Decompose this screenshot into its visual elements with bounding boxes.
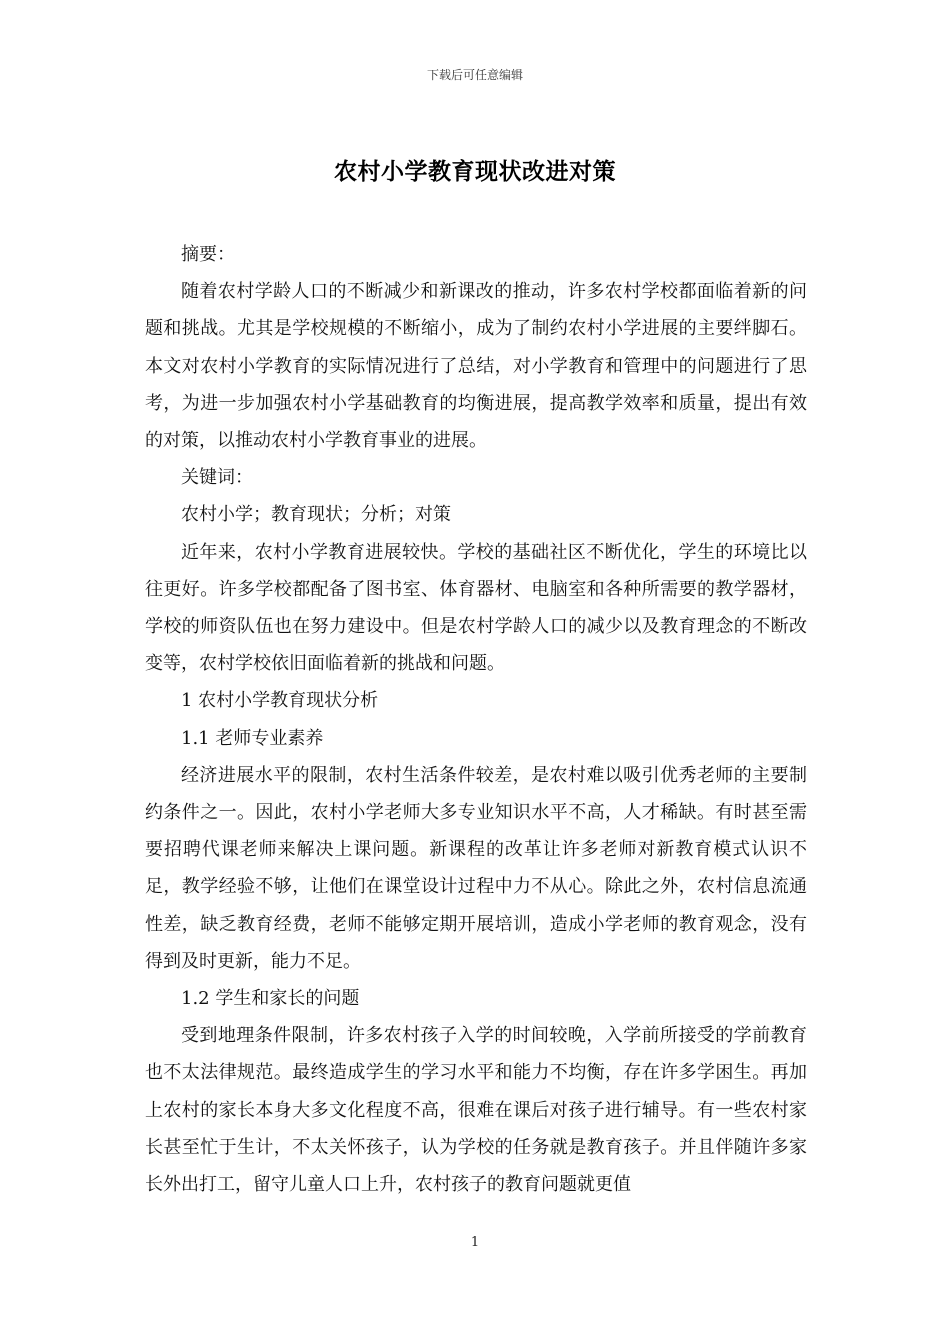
subsection-heading-1-2: 1.2 学生和家长的问题 bbox=[181, 988, 360, 1010]
abstract-label: 摘要： bbox=[181, 244, 235, 265]
subsection-heading-1-1: 1.1 老师专业素养 bbox=[181, 727, 324, 749]
teacher-paragraph: 经济进展水平的限制，农村生活条件较差，是农村难以吸引优秀老师的主要制约条件之一。因此，农村小学老师大多专业知识水平不高，人才稀缺。有时甚至需要招聘代课老师来解决上课问题。新课程的改革让许多老师对新教育模式认识不足，教学经验不够，让他们在课堂设计过程中力不从心。除此之外，农村信息流通性差，缺乏教育经费，老师不能够定期开展培训，造成小学老师的教育观念，没有得到及时更新，能力不足。 bbox=[145, 764, 807, 972]
student-parent-paragraph: 受到地理条件限制，许多农村孩子入学的时间较晚，入学前所接受的学前教育也不太法律规范。最终造成学生的学习水平和能力不均衡，存在许多学困生。再加上农村的家长本身大多文化程度不高，很难在课后对孩子进行辅导。有一些农村家长甚至忙于生计，不太关怀孩子，认为学校的任务就是教育孩子。并且伴随许多家长外出打工，留守儿童人口上升，农村孩子的教育问题就更值 bbox=[145, 1025, 807, 1196]
page-number: 1 bbox=[470, 1235, 480, 1250]
page-header: 下载后可任意编辑 bbox=[426, 68, 523, 82]
keywords-label: 关键词： bbox=[181, 467, 253, 489]
intro-paragraph: 近年来，农村小学教育进展较快。学校的基础社区不断优化，学生的环境比以往更好。许多学校都配备了图书室、体育器材、电脑室和各种所需要的教学器材，学校的师资队伍也在努力建设中。但是农村学龄人口的减少以及教育理念的不断改变等，农村学校依旧面临着新的挑战和问题。 bbox=[145, 541, 807, 675]
document-body bbox=[145, 236, 807, 1203]
keywords-list: 农村小学；教育现状；分析；对策 bbox=[181, 504, 451, 526]
abstract-paragraph: 随着农村学龄人口的不断减少和新课改的推动，许多农村学校都面临着新的问题和挑战。尤其是学校规模的不断缩小，成为了制约农村小学进展的主要绊脚石。本文对农村小学教育的实际情况进行了总结，对小学教育和管理中的问题进行了思考，为进一步加强农村小学基础教育的均衡进展，提高教学效率和质量，提出有效的对策，以推动农村小学教育事业的进展。 bbox=[145, 281, 807, 452]
section-heading-1: 1 农村小学教育现状分析 bbox=[181, 690, 379, 712]
document-title: 农村小学教育现状改进对策 bbox=[334, 159, 616, 185]
